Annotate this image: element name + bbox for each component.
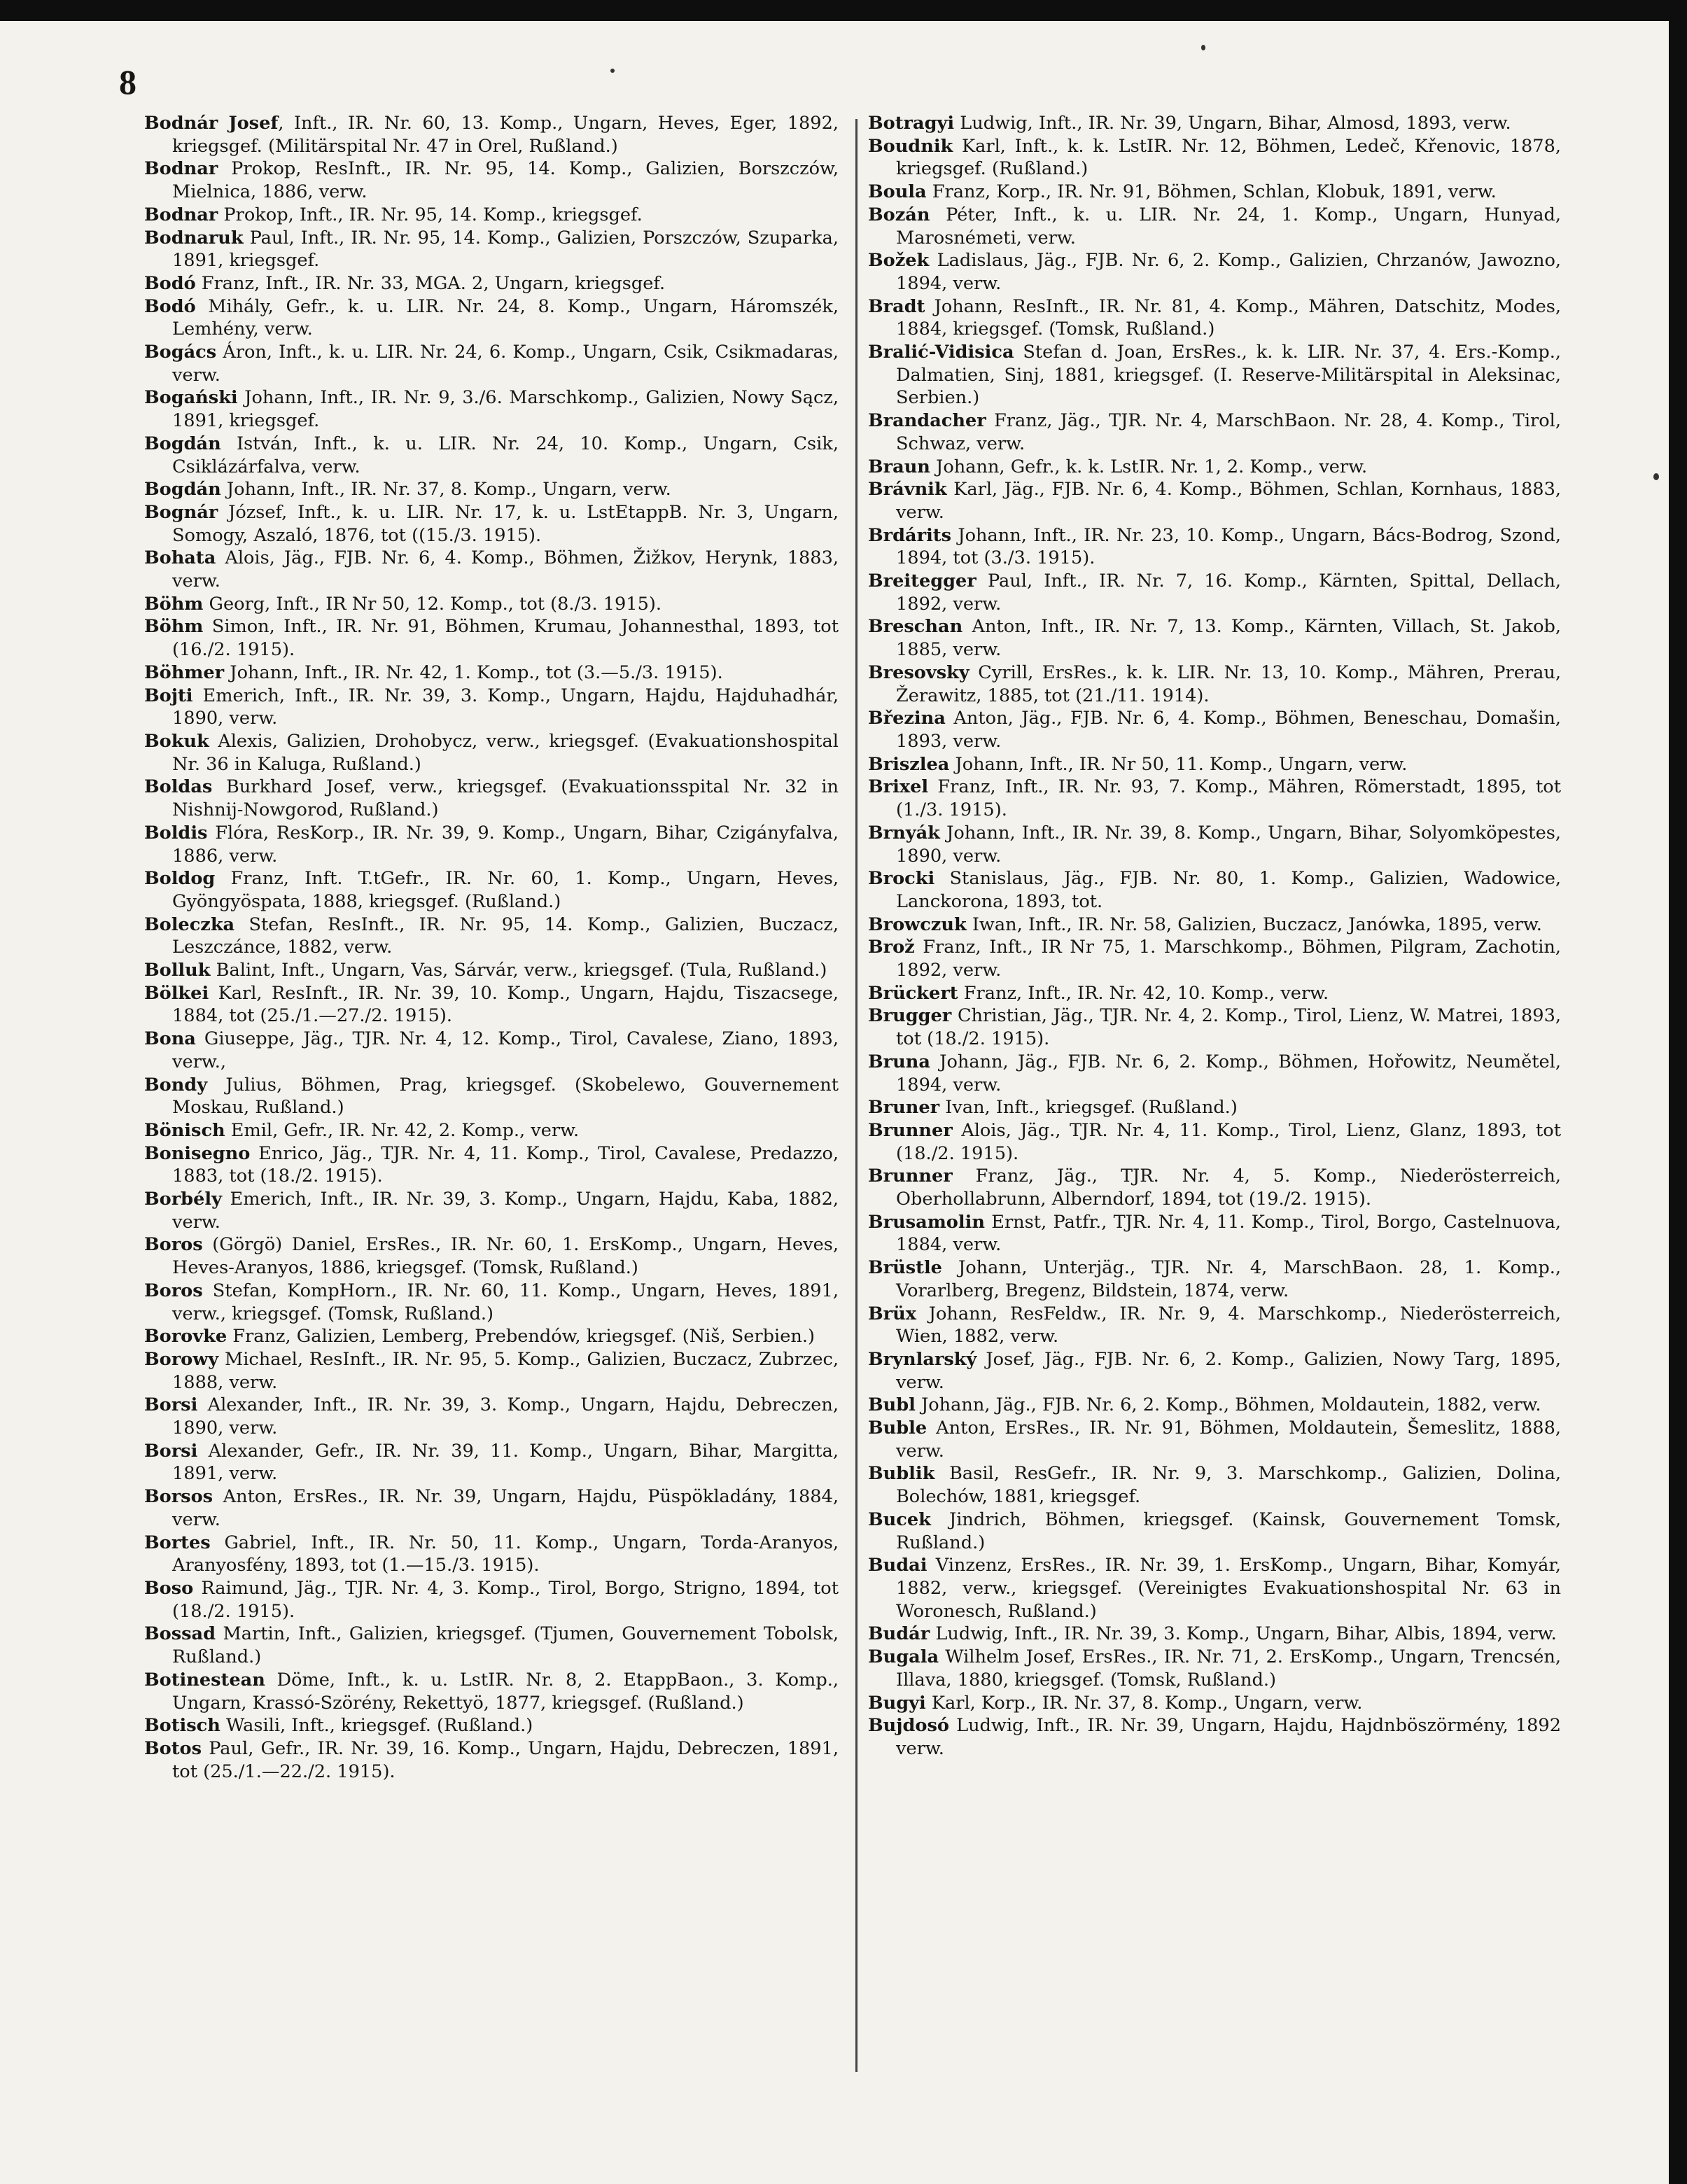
entry-details: (Görgö) Daniel, ErsRes., IR. Nr. 60, 1. ErsKomp., Ungarn, Heves, Heves-Aranyos, 1886, kriegsgef. (Tomsk, Rußland.) bbox=[172, 1234, 839, 1279]
entry-details: Balint, Inft., Ungarn, Vas, Sárvár, verw., kriegsgef. (Tula, Rußland.) bbox=[210, 960, 827, 981]
register-entry bbox=[144, 1028, 839, 1073]
entry-name: Brixel bbox=[868, 776, 929, 798]
register-entry bbox=[868, 135, 1561, 181]
register-entry bbox=[144, 158, 839, 203]
register-entry bbox=[868, 1417, 1561, 1462]
register-entry bbox=[868, 1554, 1561, 1623]
entry-details: Paul, Gefr., IR. Nr. 39, 16. Komp., Ungarn, Hajdu, Debreczen, 1891, tot (25./1.—22./2. 1915). bbox=[172, 1737, 839, 1782]
entry-details: Jindrich, Böhmen, kriegsgef. (Kainsk, Gouvernement Tomsk, Rußland.) bbox=[896, 1508, 1561, 1553]
entry-name: Bugala bbox=[868, 1646, 939, 1668]
left-column bbox=[144, 112, 839, 1783]
entry-name: Borovke bbox=[144, 1326, 227, 1348]
entry-name: Bujdosó bbox=[868, 1715, 949, 1737]
register-entry bbox=[144, 295, 839, 341]
entry-name: Bruner bbox=[868, 1097, 940, 1119]
entry-details: Alexis, Galizien, Drohobycz, verw., kriegsgef. (Evakuationshospital Nr. 36 in Kaluga, Rußland.) bbox=[172, 730, 839, 775]
entry-details: Gabriel, Inft., IR. Nr. 50, 11. Komp., Ungarn, Torda-Aranyos, Aranyosfény, 1893, tot (1.—15./3. 1915). bbox=[172, 1532, 839, 1576]
entry-details: Flóra, ResKorp., IR. Nr. 39, 9. Komp., Ungarn, Bihar, Czigányfalva, 1886, verw. bbox=[172, 822, 839, 867]
entry-name: Bona bbox=[144, 1028, 196, 1050]
entry-name: Brunner bbox=[868, 1166, 953, 1187]
register-entry bbox=[144, 1394, 839, 1439]
entry-name: Boros bbox=[144, 1234, 203, 1256]
entry-name: Briszlea bbox=[868, 753, 950, 775]
entry-details: Anton, ErsRes., IR. Nr. 91, Böhmen, Moldautein, Šemeslitz, 1888, verw. bbox=[896, 1418, 1561, 1462]
entry-name: Bolluk bbox=[144, 960, 211, 981]
entry-name: Braun bbox=[868, 456, 930, 477]
entry-name: Boula bbox=[868, 181, 927, 203]
register-entry bbox=[868, 913, 1561, 937]
entry-name: Buble bbox=[868, 1418, 927, 1439]
entry-details: Johann, Inft., IR. Nr. 9, 3./6. Marschkomp., Galizien, Nowy Sącz, 1891, kriegsgef. bbox=[172, 387, 839, 432]
register-entry bbox=[868, 753, 1561, 776]
entry-name: Bruna bbox=[868, 1051, 930, 1072]
entry-details: Karl, Korp., IR. Nr. 37, 8. Komp., Ungarn, verw. bbox=[925, 1692, 1363, 1714]
entry-details: Karl, Inft., k. k. LstIR. Nr. 12, Böhmen, Ledeč, Křenovic, 1878, kriegsgef. (Rußland.) bbox=[896, 135, 1561, 180]
register-entry bbox=[868, 1508, 1561, 1554]
entry-details: Vinzenz, ErsRes., IR. Nr. 39, 1. ErsKomp., Ungarn, Bihar, Komyár, 1882, verw., kriegsgef. (Vereinigtes Evakuationshospital Nr. 63 in Woronesch, Rußland.) bbox=[896, 1555, 1561, 1622]
register-entry bbox=[868, 1692, 1561, 1715]
register-entry bbox=[144, 593, 839, 616]
register-entry bbox=[868, 112, 1561, 135]
entry-name: Borbély bbox=[144, 1189, 222, 1210]
entry-name: Boudnik bbox=[868, 135, 953, 157]
register-entry bbox=[868, 524, 1561, 570]
entry-name: Böhmer bbox=[144, 662, 225, 683]
entry-name: Bohata bbox=[144, 547, 216, 569]
entry-details: Franz, Inft., IR Nr 75, 1. Marschkomp., Böhmen, Pilgram, Zachotin, 1892, verw. bbox=[896, 937, 1561, 981]
entry-details: Emerich, Inft., IR. Nr. 39, 3. Komp., Ungarn, Hajdu, Kaba, 1882, verw. bbox=[172, 1189, 839, 1233]
entry-details: Alexander, Gefr., IR. Nr. 39, 11. Komp., Ungarn, Bihar, Margitta, 1891, verw. bbox=[172, 1440, 839, 1485]
entry-name: Brávnik bbox=[868, 479, 947, 500]
entry-details: Anton, Jäg., FJB. Nr. 6, 4. Komp., Böhmen, Beneschau, Domašin, 1893, verw. bbox=[896, 708, 1561, 752]
entry-details: Johann, ResInft., IR. Nr. 81, 4. Komp., Mähren, Datschitz, Modes, 1884, kriegsgef. (Tomsk, Rußland.) bbox=[896, 295, 1561, 340]
entry-details: Stefan d. Joan, ErsRes., k. k. LIR. Nr. 37, 4. Ers.-Komp., Dalmatien, Sinj, 1881, kriegsgef. (I. Reserve-Militärspital in Aleksinac, Serbien.) bbox=[896, 342, 1561, 409]
entry-details: Karl, ResInft., IR. Nr. 39, 10. Komp., Ungarn, Hajdu, Tiszacsege, 1884, tot (25./1.—27./2. 1915). bbox=[172, 982, 839, 1027]
entry-details: Burkhard Josef, verw., kriegsgef. (Evakuationsspital Nr. 32 in Nishnij-Nowgorod, Rußland.) bbox=[172, 776, 839, 821]
scan-edge-top bbox=[0, 0, 1687, 21]
entry-name: Bondy bbox=[144, 1074, 208, 1096]
entry-details: József, Inft., k. u. LIR. Nr. 17, k. u. LstEtappB. Nr. 3, Ungarn, Somogy, Aszaló, 1876, tot ((15./3. 1915). bbox=[172, 501, 839, 546]
entry-name: Bublik bbox=[868, 1463, 935, 1485]
entry-name: Bojti bbox=[144, 685, 193, 706]
entry-name: Bodnár Josef bbox=[144, 113, 279, 134]
scan-edge-right bbox=[1669, 0, 1687, 2184]
entry-details: Johann, Inft., IR. Nr. 39, 8. Komp., Ungarn, Bihar, Solyomköpestes, 1890, verw. bbox=[896, 822, 1561, 867]
entry-name: Bölkei bbox=[144, 982, 209, 1004]
entry-name: Březina bbox=[868, 708, 946, 729]
entry-details: Martin, Inft., Galizien, kriegsgef. (Tjumen, Gouvernement Tobolsk, Rußland.) bbox=[172, 1623, 839, 1668]
register-entry bbox=[868, 615, 1561, 661]
register-entry bbox=[868, 867, 1561, 913]
register-entry bbox=[144, 615, 839, 661]
register-entry bbox=[868, 982, 1561, 1005]
entry-name: Bogdán bbox=[144, 433, 221, 454]
register-entry bbox=[144, 867, 839, 913]
entry-name: Boso bbox=[144, 1578, 194, 1599]
register-entry bbox=[144, 1280, 839, 1325]
entry-details: Paul, Inft., IR. Nr. 7, 16. Komp., Kärnten, Spittal, Dellach, 1892, verw. bbox=[896, 570, 1561, 615]
entry-details: Péter, Inft., k. u. LIR. Nr. 24, 1. Komp., Ungarn, Hunyad, Marosnémeti, verw. bbox=[896, 204, 1561, 248]
entry-name: Bogács bbox=[144, 342, 217, 363]
entry-details: Prokop, Inft., IR. Nr. 95, 14. Komp., kriegsgef. bbox=[218, 204, 643, 225]
entry-details: Enrico, Jäg., TJR. Nr. 4, 11. Komp., Tirol, Cavalese, Predazzo, 1883, tot (18./2. 1915). bbox=[172, 1142, 839, 1187]
entry-details: Ludwig, Inft., IR. Nr. 39, 3. Komp., Ungarn, Bihar, Albis, 1894, verw. bbox=[930, 1623, 1557, 1645]
register-entry bbox=[144, 478, 839, 501]
entry-name: Boros bbox=[144, 1280, 203, 1301]
entry-name: Brusamolin bbox=[868, 1211, 985, 1233]
register-entry bbox=[868, 1394, 1561, 1417]
register-entry bbox=[868, 1211, 1561, 1256]
entry-name: Botos bbox=[144, 1737, 202, 1759]
register-entry bbox=[144, 272, 839, 295]
entry-name: Brož bbox=[868, 937, 915, 958]
register-entry bbox=[868, 662, 1561, 707]
register-entry bbox=[144, 1669, 839, 1714]
register-entry bbox=[144, 776, 839, 821]
entry-details: Johann, Inft., IR. Nr. 37, 8. Komp., Ungarn, verw. bbox=[220, 479, 671, 500]
entry-name: Botragyi bbox=[868, 113, 955, 134]
entry-name: Bognár bbox=[144, 501, 218, 523]
entry-details: Julius, Böhmen, Prag, kriegsgef. (Skobelewo, Gouvernement Moskau, Rußland.) bbox=[172, 1074, 839, 1119]
entry-details: István, Inft., k. u. LIR. Nr. 24, 10. Komp., Ungarn, Csik, Csiklázárfalva, verw. bbox=[172, 433, 839, 477]
entry-details: Christian, Jäg., TJR. Nr. 4, 2. Komp., Tirol, Lienz, W. Matrei, 1893, tot (18./2. 1915). bbox=[896, 1005, 1561, 1050]
register-entry bbox=[144, 1440, 839, 1485]
entry-details: Wilhelm Josef, ErsRes., IR. Nr. 71, 2. ErsKomp., Ungarn, Trencsén, Illava, 1880, kriegsgef. (Tomsk, Rußland.) bbox=[896, 1646, 1561, 1690]
entry-details: Ivan, Inft., kriegsgef. (Rußland.) bbox=[939, 1097, 1238, 1119]
register-entry bbox=[868, 1623, 1561, 1646]
entry-details: Prokop, ResInft., IR. Nr. 95, 14. Komp., Galizien, Borszczów, Mielnica, 1886, verw. bbox=[172, 158, 839, 203]
entry-details: Döme, Inft., k. u. LstIR. Nr. 8, 2. EtappBaon., 3. Komp., Ungarn, Krassó-Szörény, Rekettyö, 1877, kriegsgef. (Rußland.) bbox=[172, 1669, 839, 1714]
entry-details: Wasili, Inft., kriegsgef. (Rußland.) bbox=[220, 1715, 533, 1737]
entry-details: Simon, Inft., IR. Nr. 91, Böhmen, Krumau, Johannesthal, 1893, tot (16./2. 1915). bbox=[172, 616, 839, 661]
entry-name: Bonisegno bbox=[144, 1142, 251, 1164]
entry-name: Bokuk bbox=[144, 730, 209, 752]
register-entry bbox=[144, 1188, 839, 1233]
register-entry bbox=[144, 1119, 839, 1142]
entry-details: Ernst, Patfr., TJR. Nr. 4, 11. Komp., Tirol, Borgo, Castelnuova, 1884, verw. bbox=[896, 1211, 1561, 1256]
register-entry bbox=[868, 936, 1561, 981]
register-entry bbox=[144, 1233, 839, 1279]
register-entry bbox=[868, 204, 1561, 249]
entry-details: Franz, Inft., IR. Nr. 93, 7. Komp., Mähren, Römerstadt, 1895, tot (1./3. 1915). bbox=[896, 776, 1561, 821]
register-entry bbox=[868, 1004, 1561, 1050]
register-entry bbox=[144, 204, 839, 227]
register-entry bbox=[144, 982, 839, 1028]
entry-name: Bodnaruk bbox=[144, 227, 244, 248]
entry-details: Giuseppe, Jäg., TJR. Nr. 4, 12. Komp., Tirol, Cavalese, Ziano, 1893, verw., bbox=[172, 1028, 839, 1072]
register-entry bbox=[868, 1348, 1561, 1394]
entry-details: Áron, Inft., k. u. LIR. Nr. 24, 6. Komp., Ungarn, Csik, Csikmadaras, verw. bbox=[172, 342, 839, 386]
entry-details: Alois, Jäg., TJR. Nr. 4, 11. Komp., Tirol, Lienz, Glanz, 1893, tot (18./2. 1915). bbox=[896, 1119, 1561, 1164]
entry-details: Johann, ResFeldw., IR. Nr. 9, 4. Marschkomp., Niederösterreich, Wien, 1882, verw. bbox=[896, 1303, 1561, 1348]
register-entry bbox=[144, 433, 839, 478]
entry-name: Breschan bbox=[868, 616, 963, 638]
entry-name: Brüx bbox=[868, 1303, 916, 1324]
entry-details: Ladislaus, Jäg., FJB. Nr. 6, 2. Komp., Galizien, Chrzanów, Jawozno, 1894, verw. bbox=[896, 250, 1561, 294]
entry-details: Franz, Inft., IR. Nr. 33, MGA. 2, Ungarn, kriegsgef. bbox=[195, 272, 666, 294]
entry-details: Ludwig, Inft., IR. Nr. 39, Ungarn, Bihar, Almosd, 1893, verw. bbox=[954, 113, 1511, 134]
register-entry bbox=[144, 1074, 839, 1119]
entry-name: Bozán bbox=[868, 204, 930, 225]
register-entry bbox=[144, 1737, 839, 1783]
entry-name: Bönisch bbox=[144, 1119, 225, 1141]
register-entry bbox=[868, 1119, 1561, 1165]
entry-name: Bubl bbox=[868, 1394, 916, 1416]
register-entry bbox=[144, 341, 839, 386]
entry-name: Bodnar bbox=[144, 204, 218, 225]
entry-name: Boldog bbox=[144, 868, 216, 890]
register-entry bbox=[868, 1096, 1561, 1119]
entry-details: Franz, Jäg., TJR. Nr. 4, MarschBaon. Nr. 28, 4. Komp., Tirol, Schwaz, verw. bbox=[896, 410, 1561, 454]
register-entry bbox=[144, 730, 839, 776]
entry-details: Iwan, Inft., IR. Nr. 58, Galizien, Buczacz, Janówka, 1895, verw. bbox=[966, 913, 1542, 935]
register-entry bbox=[144, 1623, 839, 1668]
entry-name: Bodnar bbox=[144, 158, 218, 180]
register-entry bbox=[868, 478, 1561, 524]
register-entry bbox=[868, 181, 1561, 204]
entry-name: Bodó bbox=[144, 272, 196, 294]
entry-name: Brunner bbox=[868, 1119, 953, 1141]
register-entry bbox=[868, 341, 1561, 410]
register-entry bbox=[868, 822, 1561, 867]
entry-details: Franz, Inft., IR. Nr. 42, 10. Komp., verw. bbox=[958, 982, 1329, 1004]
entry-name: Brocki bbox=[868, 868, 935, 890]
entry-name: Botisch bbox=[144, 1715, 220, 1737]
register-entry bbox=[868, 1714, 1561, 1760]
entry-name: Boldas bbox=[144, 776, 213, 798]
entry-details: Basil, ResGefr., IR. Nr. 9, 3. Marschkomp., Galizien, Dolina, Bolechów, 1881, kriegsgef. bbox=[896, 1463, 1561, 1508]
entry-name: Borsi bbox=[144, 1394, 198, 1416]
register-entry bbox=[868, 295, 1561, 341]
register-entry bbox=[868, 410, 1561, 455]
register-entry bbox=[868, 1165, 1561, 1210]
entry-details: Michael, ResInft., IR. Nr. 95, 5. Komp., Galizien, Buczacz, Zubrzec, 1888, verw. bbox=[172, 1348, 839, 1393]
register-entry bbox=[144, 1325, 839, 1348]
right-column bbox=[868, 112, 1561, 1760]
register-entry bbox=[868, 707, 1561, 752]
register-entry bbox=[868, 1646, 1561, 1691]
entry-details: Johann, Inft., IR. Nr 50, 11. Komp., Ungarn, verw. bbox=[949, 753, 1408, 775]
entry-details: Franz, Inft. T.tGefr., IR. Nr. 60, 1. Komp., Ungarn, Heves, Gyöngyöspata, 1888, kriegsgef. (Rußland.) bbox=[172, 868, 839, 912]
entry-details: Franz, Korp., IR. Nr. 91, Böhmen, Schlan, Klobuk, 1891, verw. bbox=[926, 181, 1497, 203]
entry-details: Johann, Jäg., FJB. Nr. 6, 2. Komp., Böhmen, Moldautein, 1882, verw. bbox=[915, 1394, 1541, 1416]
entry-name: Borowy bbox=[144, 1348, 219, 1370]
entry-name: Brückert bbox=[868, 982, 958, 1004]
entry-name: Bortes bbox=[144, 1532, 211, 1553]
entry-details: Cyrill, ErsRes., k. k. LIR. Nr. 13, 10. Komp., Mähren, Prerau, Žerawitz, 1885, tot (21./11. 1914). bbox=[896, 662, 1561, 706]
entry-details: Karl, Jäg., FJB. Nr. 6, 4. Komp., Böhmen, Schlan, Kornhaus, 1883, verw. bbox=[896, 479, 1561, 523]
register-entry bbox=[144, 959, 839, 982]
entry-details: Johann, Inft., IR. Nr. 42, 1. Komp., tot (3.—5./3. 1915). bbox=[224, 662, 723, 683]
entry-name: Brandacher bbox=[868, 410, 986, 432]
entry-name: Böhm bbox=[144, 593, 204, 615]
entry-details: Alexander, Inft., IR. Nr. 39, 3. Komp., Ungarn, Hajdu, Debreczen, 1890, verw. bbox=[172, 1394, 839, 1439]
entry-details: Paul, Inft., IR. Nr. 95, 14. Komp., Galizien, Porszczów, Szuparka, 1891, kriegsgef. bbox=[172, 227, 839, 272]
entry-name: Brnyák bbox=[868, 822, 940, 844]
entry-name: Budár bbox=[868, 1623, 930, 1645]
entry-details: Anton, Inft., IR. Nr. 7, 13. Komp., Kärnten, Villach, St. Jakob, 1885, verw. bbox=[896, 616, 1561, 661]
register-entry bbox=[868, 1256, 1561, 1302]
register-entry bbox=[144, 547, 839, 592]
register-entry bbox=[868, 456, 1561, 479]
register-entry bbox=[144, 913, 839, 959]
register-entry bbox=[144, 1714, 839, 1737]
register-entry bbox=[868, 1051, 1561, 1096]
entry-name: Brdárits bbox=[868, 524, 952, 546]
register-entry bbox=[144, 1348, 839, 1394]
register-entry bbox=[868, 1303, 1561, 1348]
register-entry bbox=[144, 1142, 839, 1188]
entry-name: Bralić-Vidisica bbox=[868, 342, 1014, 363]
register-entry bbox=[868, 776, 1561, 821]
entry-name: Bresovsky bbox=[868, 662, 969, 683]
entry-name: Budai bbox=[868, 1555, 927, 1576]
register-entry bbox=[144, 662, 839, 685]
entry-name: Bucek bbox=[868, 1508, 931, 1530]
register-entry bbox=[144, 1485, 839, 1531]
register-entry bbox=[144, 112, 839, 158]
entry-name: Božek bbox=[868, 250, 930, 272]
entry-details: , Inft., IR. Nr. 60, 13. Komp., Ungarn, Heves, Eger, 1892, kriegsgef. (Militärspital Nr. 47 in Orel, Rußland.) bbox=[172, 113, 839, 157]
entry-name: Boldis bbox=[144, 822, 208, 844]
register-entry bbox=[144, 1577, 839, 1623]
scan-speck bbox=[610, 69, 615, 73]
entry-details: Stefan, KompHorn., IR. Nr. 60, 11. Komp., Ungarn, Heves, 1891, verw., kriegsgef. (Tomsk, Rußland.) bbox=[172, 1280, 839, 1324]
register-entry bbox=[144, 685, 839, 730]
entry-details: Franz, Jäg., TJR. Nr. 4, 5. Komp., Niederösterreich, Oberhollabrunn, Alberndorf, 1894, tot (19./2. 1915). bbox=[896, 1166, 1561, 1210]
register-entry bbox=[868, 1462, 1561, 1508]
entry-details: Mihály, Gefr., k. u. LIR. Nr. 24, 8. Komp., Ungarn, Háromszék, Lemhény, verw. bbox=[172, 295, 839, 340]
entry-details: Franz, Galizien, Lemberg, Prebendów, kriegsgef. (Niš, Serbien.) bbox=[227, 1326, 815, 1348]
entry-name: Borsos bbox=[144, 1486, 214, 1508]
entry-name: Bugyi bbox=[868, 1692, 926, 1714]
entry-name: Böhm bbox=[144, 616, 204, 638]
entry-details: Emil, Gefr., IR. Nr. 42, 2. Komp., verw. bbox=[225, 1119, 580, 1141]
entry-details: Stanislaus, Jäg., FJB. Nr. 80, 1. Komp., Galizien, Wadowice, Lanckorona, 1893, tot. bbox=[896, 868, 1561, 912]
entry-name: Borsi bbox=[144, 1440, 198, 1462]
entry-details: Alois, Jäg., FJB. Nr. 6, 4. Komp., Böhmen, Žižkov, Herynk, 1883, verw. bbox=[172, 547, 839, 592]
register-entry bbox=[868, 570, 1561, 615]
entry-name: Brynlarský bbox=[868, 1348, 977, 1370]
entry-name: Botinestean bbox=[144, 1669, 265, 1690]
entry-details: Emerich, Inft., IR. Nr. 39, 3. Komp., Ungarn, Hajdu, Hajduhadhár, 1890, verw. bbox=[172, 685, 839, 729]
scan-speck bbox=[1201, 45, 1205, 50]
entry-name: Brüstle bbox=[868, 1257, 942, 1279]
entry-name: Boleczka bbox=[144, 913, 235, 935]
entry-details: Josef, Jäg., FJB. Nr. 6, 2. Komp., Galizien, Nowy Targ, 1895, verw. bbox=[896, 1348, 1561, 1393]
entry-name: Bradt bbox=[868, 295, 925, 317]
entry-details: Ludwig, Inft., IR. Nr. 39, Ungarn, Hajdu, Hajdnböszörmény, 1892 verw. bbox=[896, 1715, 1561, 1759]
entry-details: Johann, Unterjäg., TJR. Nr. 4, MarschBaon. 28, 1. Komp., Vorarlberg, Bregenz, Bildstein, 1874, verw. bbox=[896, 1257, 1561, 1301]
register-entry bbox=[144, 501, 839, 547]
entry-name: Bossad bbox=[144, 1623, 216, 1645]
entry-details: Johann, Inft., IR. Nr. 23, 10. Komp., Ungarn, Bács-Bodrog, Szond, 1894, tot (3./3. 1915). bbox=[896, 524, 1561, 569]
entry-name: Browczuk bbox=[868, 913, 967, 935]
entry-name: Bogański bbox=[144, 387, 238, 409]
scan-speck bbox=[1653, 473, 1659, 480]
entry-name: Bogdán bbox=[144, 479, 221, 500]
entry-details: Raimund, Jäg., TJR. Nr. 4, 3. Komp., Tirol, Borgo, Strigno, 1894, tot (18./2. 1915). bbox=[172, 1578, 839, 1622]
entry-details: Georg, Inft., IR Nr 50, 12. Komp., tot (8./3. 1915). bbox=[203, 593, 662, 615]
register-entry bbox=[144, 227, 839, 272]
register-entry bbox=[144, 822, 839, 867]
page-number: 8 bbox=[119, 62, 136, 102]
entry-details: Anton, ErsRes., IR. Nr. 39, Ungarn, Hajdu, Püspökladány, 1884, verw. bbox=[172, 1486, 839, 1530]
entry-details: Johann, Jäg., FJB. Nr. 6, 2. Komp., Böhmen, Hořowitz, Neumětel, 1894, verw. bbox=[896, 1051, 1561, 1096]
register-entry bbox=[868, 249, 1561, 295]
column-divider bbox=[855, 119, 858, 2072]
entry-details: Johann, Gefr., k. k. LstIR. Nr. 1, 2. Komp., verw. bbox=[930, 456, 1368, 477]
register-entry bbox=[144, 1532, 839, 1577]
entry-details: Stefan, ResInft., IR. Nr. 95, 14. Komp., Galizien, Buczacz, Leszczánce, 1882, verw. bbox=[172, 913, 839, 958]
entry-name: Bodó bbox=[144, 295, 196, 317]
entry-name: Breitegger bbox=[868, 570, 976, 592]
register-entry bbox=[144, 386, 839, 432]
entry-name: Brugger bbox=[868, 1005, 952, 1027]
